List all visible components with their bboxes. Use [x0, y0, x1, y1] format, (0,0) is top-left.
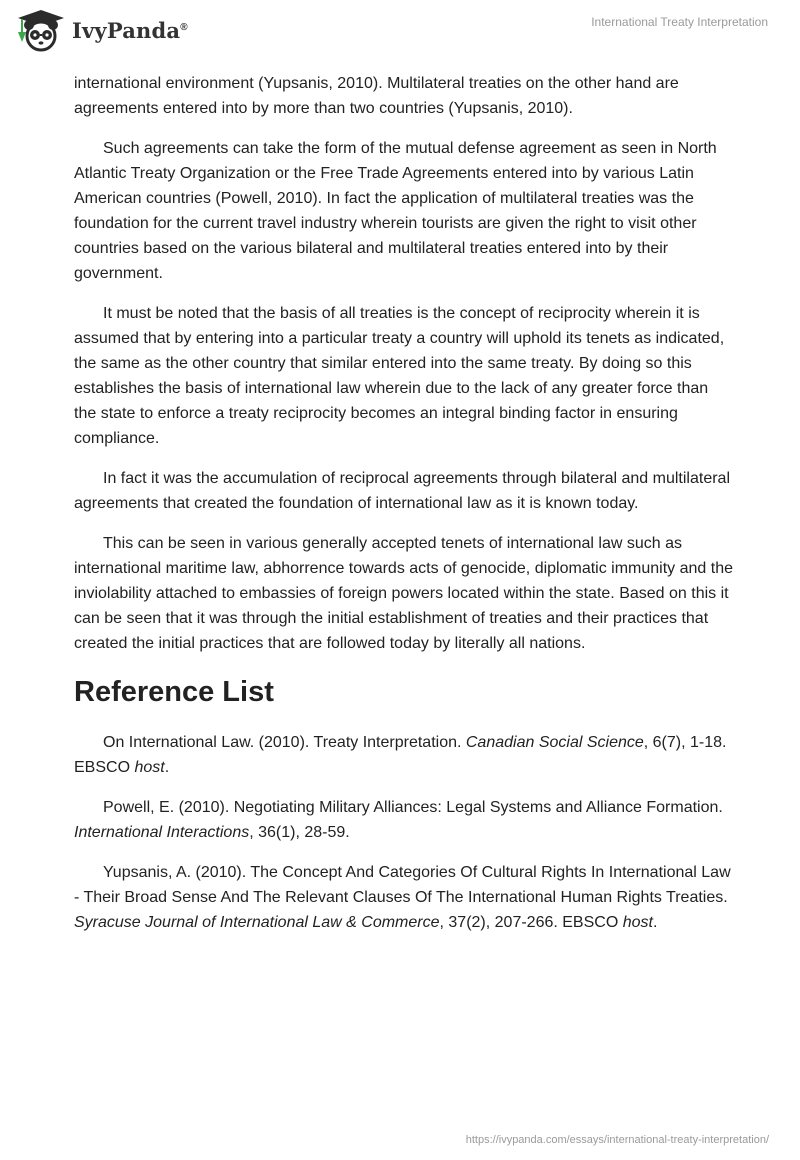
reference-journal: International Interactions	[74, 824, 250, 841]
document-title: International Treaty Interpretation	[591, 15, 768, 29]
reference-journal: Syracuse Journal of International Law & Commerce	[74, 914, 440, 931]
body-paragraph: international environment (Yupsanis, 2010). Multilateral treaties on the other hand are agreements entered into by more than two countries (Yupsanis, 2010).	[74, 75, 679, 117]
reference-list	[74, 730, 734, 935]
reference-item: Powell, E. (2010). Negotiating Military Alliances: Legal Systems and Alliance Formation. International Interactions, 36(1), 28-59.	[74, 799, 723, 841]
body-paragraph: In fact it was the accumulation of reciprocal agreements through bilateral and multilateral agreements that created the foundation of international law as it is known today.	[74, 470, 730, 512]
body-paragraph: This can be seen in various generally accepted tenets of international law such as international maritime law, abhorrence towards acts of genocide, diplomatic immunity and the inviolability attached to embassies of foreign powers located within the state. Based on this it can be seen that it was through the initial establishment of treaties and their practices that created the initial practices that are followed today by literally all nations.	[74, 535, 733, 652]
source-url-link[interactable]: https://ivypanda.com/essays/international-treaty-interpretation/	[465, 1134, 769, 1146]
essay-content	[74, 71, 734, 950]
page-header	[0, 0, 800, 60]
brand-name: IvyPanda®	[72, 17, 188, 43]
panda-logo-icon	[14, 8, 68, 52]
reference-item: On International Law. (2010). Treaty Interpretation. Canadian Social Science, 6(7), 1-18. EBSCO host.	[74, 734, 727, 776]
reference-list-heading: Reference List	[74, 676, 274, 708]
reference-journal: Canadian Social Science	[465, 734, 644, 751]
reference-item: Yupsanis, A. (2010). The Concept And Categories Of Cultural Rights In International Law - Their Broad Sense And The Relevant Clauses Of The International Human Rights Treaties. Syracuse Journal of International Law & Commerce, 37(2), 207-266. EBSCO host.	[74, 864, 731, 931]
brand-logo[interactable]	[14, 8, 188, 52]
body-paragraph: Such agreements can take the form of the mutual defense agreement as seen in North Atlantic Treaty Organization or the Free Trade Agreements entered into by various Latin American countries (Powell, 2010). In fact the application of multilateral treaties was the foundation for the current travel industry wherein tourists are given the right to visit other countries based on the various bilateral and multilateral treaties entered into by their government.	[74, 140, 717, 282]
body-paragraph: It must be noted that the basis of all treaties is the concept of reciprocity wherein it is assumed that by entering into a particular treaty a country will uphold its tenets as indicated, the same as the other country that similar entered into the same treaty. By doing so this establishes the basis of international law wherein due to the lack of any greater force than the state to enforce a treaty reciprocity becomes an integral binding factor in ensuring compliance.	[74, 305, 725, 447]
